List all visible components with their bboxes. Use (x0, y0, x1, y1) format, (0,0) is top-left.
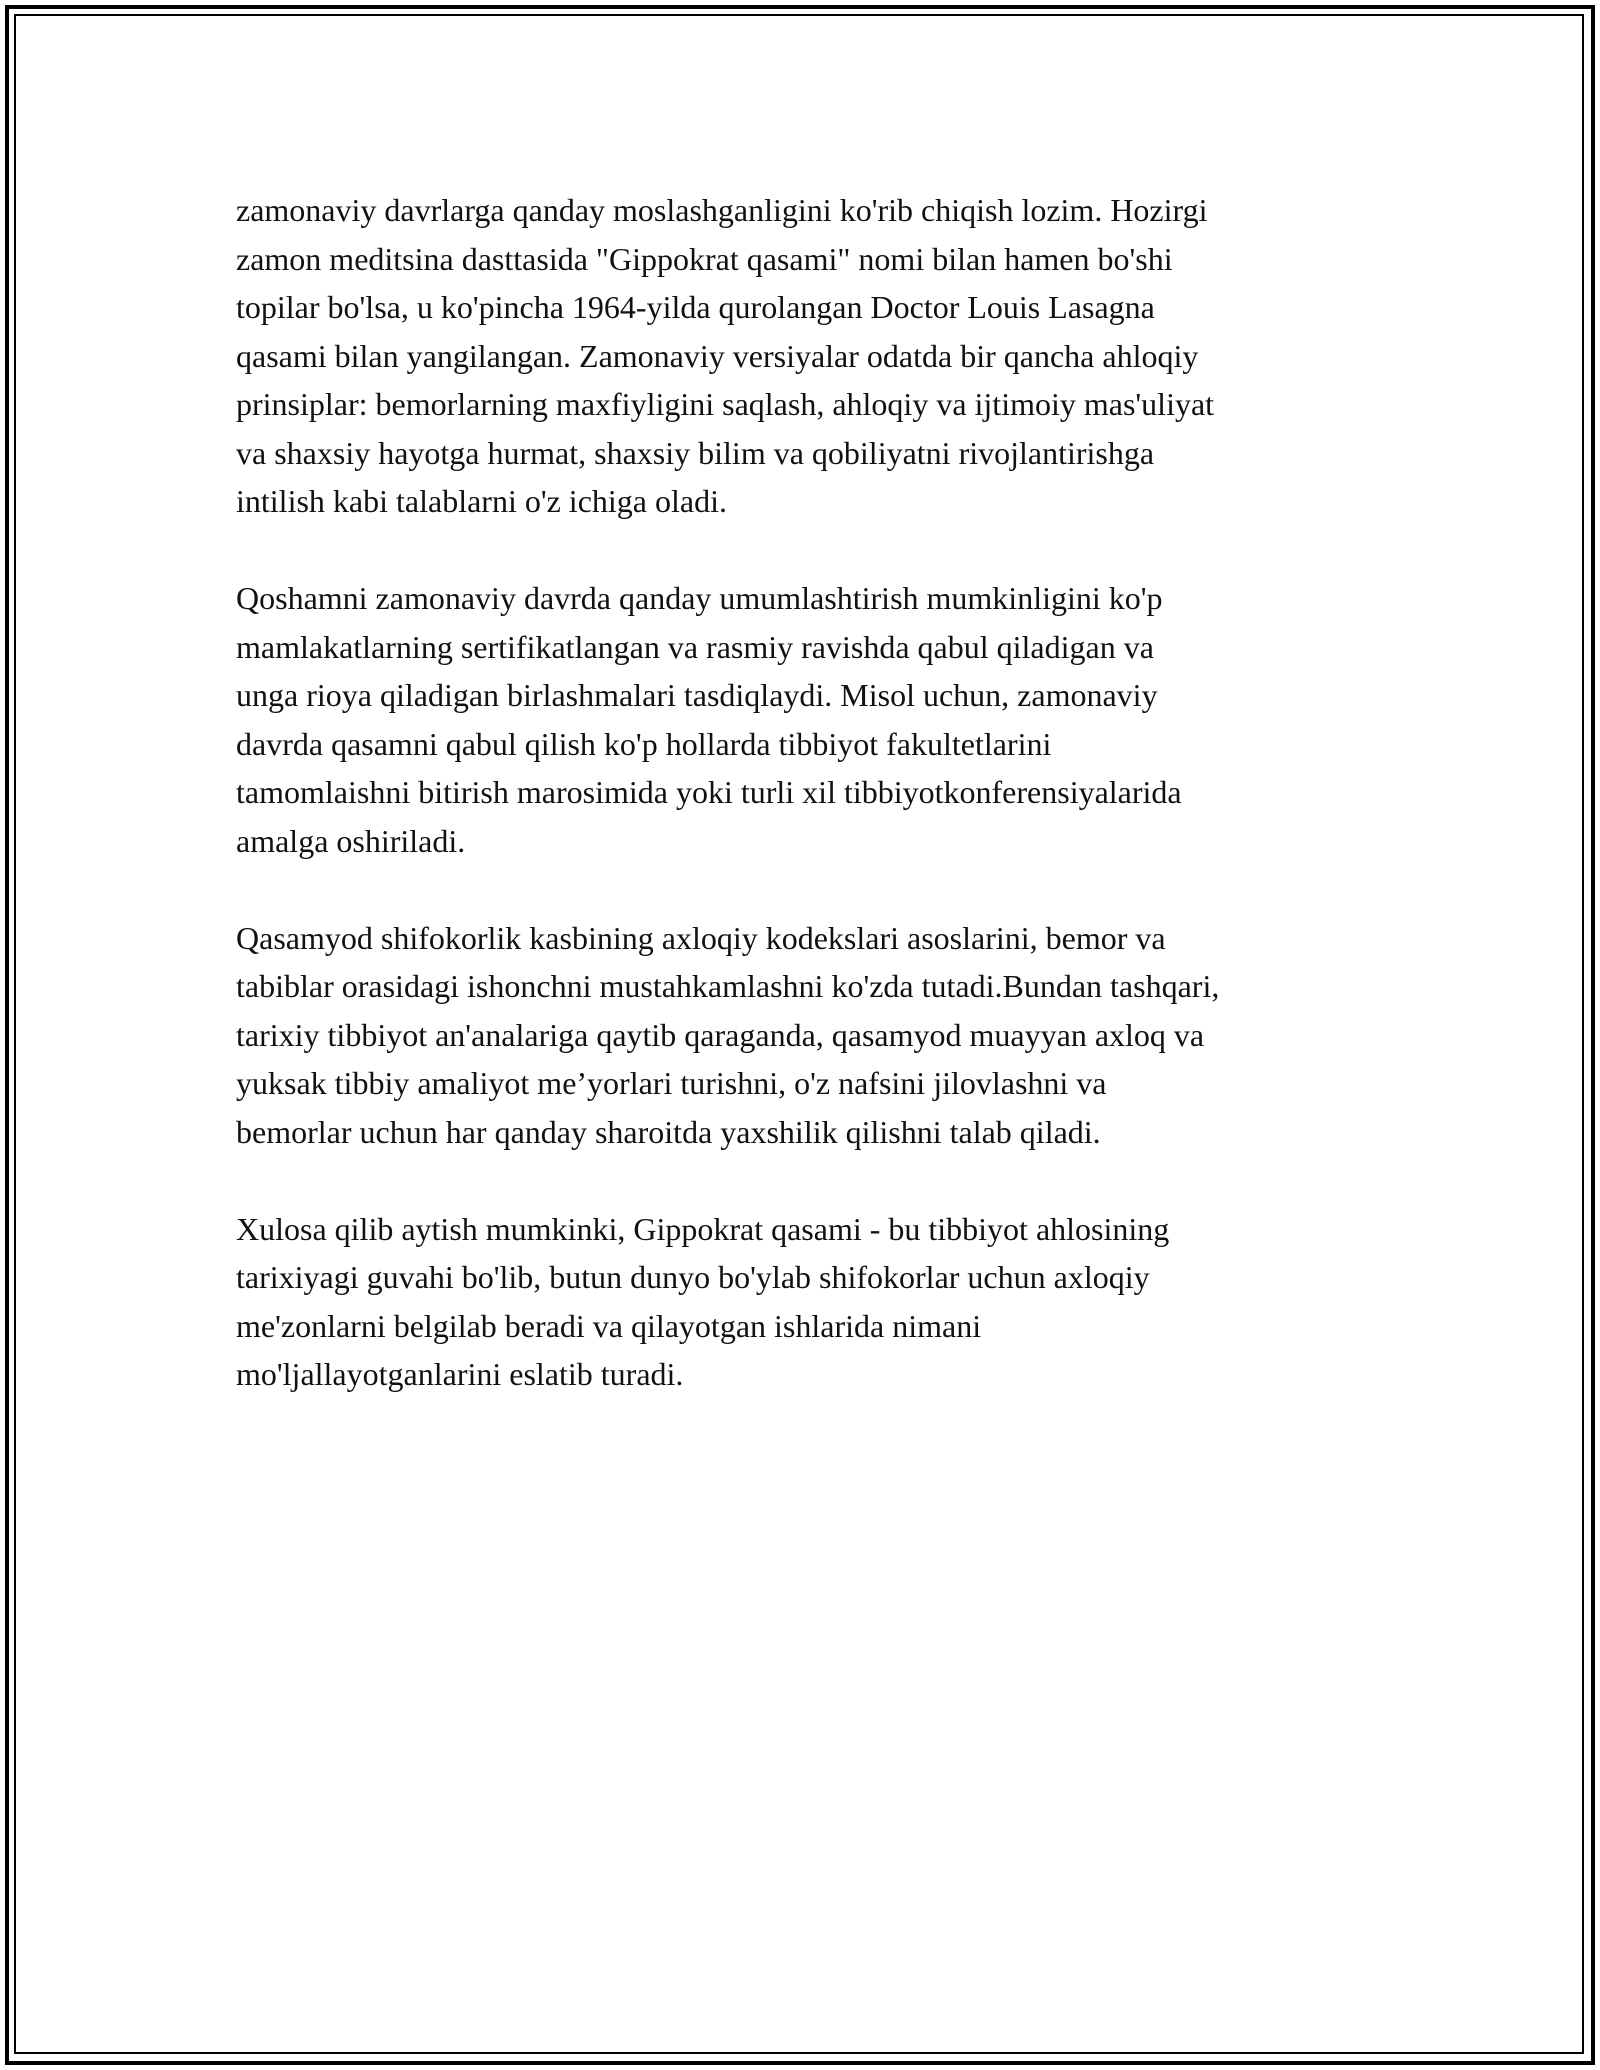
text-line: tabiblar orasidagi ishonchni mustahkamlashni ko'zda tutadi.Bundan tashqari, (236, 968, 1220, 1004)
text-line: va shaxsiy hayotga hurmat, shaxsiy bilim va qobiliyatni rivojlantirishga (236, 434, 1155, 471)
text-line: bemorlar uchun har qanday sharoitda yaxshilik qilishni talab qiladi. (236, 1113, 1101, 1150)
text-line: qasami bilan yangilangan. Zamonaviy versiyalar odatda bir qancha ahloqiy (236, 337, 1199, 374)
text-line: Qoshamni zamonaviy davrda qanday umumlashtirish mumkinligini ko'p (236, 580, 1163, 616)
text-line: topilar bo'lsa, u ko'pincha 1964-yilda qurolangan Doctor Louis Lasagna (236, 289, 1155, 325)
paragraph-2 (236, 574, 1376, 865)
document-body (236, 186, 1376, 1447)
text-line: amalga oshiriladi. (236, 822, 466, 859)
text-line: zamonaviy davrlarga qanday moslashganligini ko'rib chiqish lozim. Hozirgi (236, 192, 1208, 228)
paragraph-1 (236, 186, 1376, 526)
text-line: yuksak tibbiy amaliyot me’yorlari turishni, o'z nafsini jilovlashni va (236, 1065, 1107, 1101)
text-line: mamlakatlarning sertifikatlangan va rasmiy ravishda qabul qiladigan va (236, 628, 1154, 665)
text-line: davrda qasamni qabul qilish ko'p hollarda tibbiyot fakultetlarini (236, 725, 1052, 762)
text-line: me'zonlarni belgilab beradi va qilayotgan ishlarida nimani (236, 1307, 982, 1344)
text-line: unga rioya qiladigan birlashmalari tasdiqlaydi. Misol uchun, zamonaviy (236, 677, 1158, 713)
text-line: tamomlaishni bitirish marosimida yoki turli xil tibbiyotkonferensiyalarida (236, 774, 1182, 810)
text-line: zamon meditsina dasttasida "Gippokrat qasami" nomi bilan hamen bo'shi (236, 240, 1173, 277)
text-line: tarixiy tibbiyot an'analariga qaytib qaraganda, qasamyod muayyan axloq va (236, 1016, 1205, 1053)
paragraph-3 (236, 914, 1376, 1157)
text-line: Qasamyod shifokorlik kasbining axloqiy kodekslari asoslarini, bemor va (236, 919, 1166, 956)
text-line: tarixiyagi guvahi bo'lib, butun dunyo bo'ylab shifokorlar uchun axloqiy (236, 1259, 1150, 1295)
paragraph-4 (236, 1205, 1376, 1399)
text-line: mo'ljallayotganlarini eslatib turadi. (236, 1356, 684, 1392)
text-line: prinsiplar: bemorlarning maxfiyligini saqlash, ahloqiy va ijtimoiy mas'uliyat (236, 386, 1215, 422)
text-line: intilish kabi talablarni o'z ichiga oladi. (236, 483, 727, 519)
text-line: Xulosa qilib aytish mumkinki, Gippokrat qasami - bu tibbiyot ahlosining (236, 1210, 1170, 1247)
